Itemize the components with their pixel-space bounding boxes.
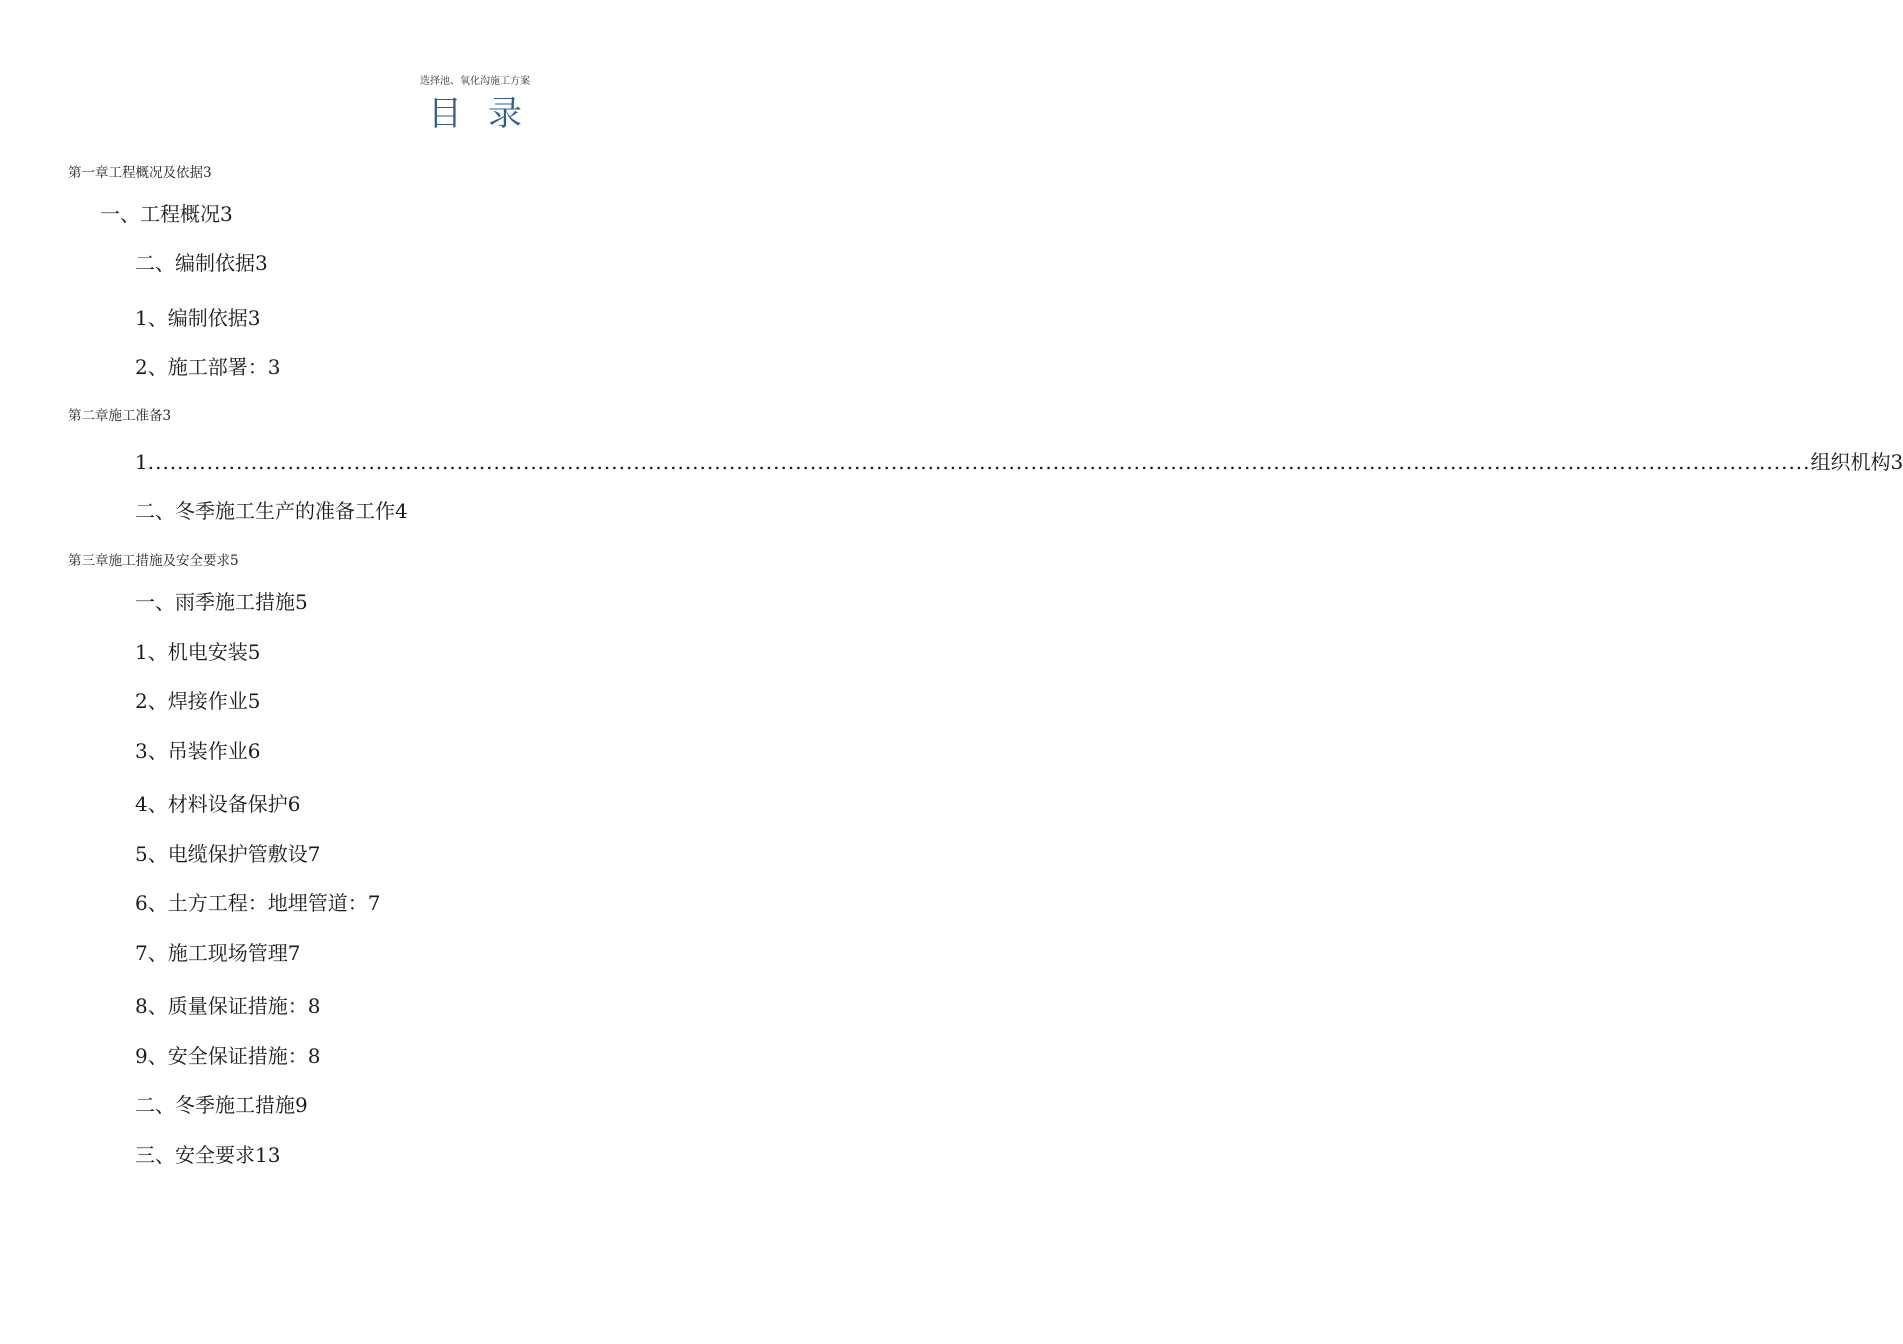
toc-title: 目录 — [428, 94, 548, 134]
toc-entry[interactable]: 2、焊接作业5 — [135, 689, 261, 713]
toc-entry[interactable]: 一、雨季施工措施5 — [135, 590, 308, 614]
toc-entry[interactable]: 1、机电安装5 — [135, 640, 261, 664]
toc-entry[interactable]: 2、施工部署：3 — [135, 355, 281, 379]
toc-entry[interactable]: 5、电缆保护管敷设7 — [135, 842, 321, 866]
toc-entry[interactable]: 8、质量保证措施：8 — [135, 994, 321, 1018]
toc-entry[interactable]: 一、工程概况3 — [100, 202, 233, 226]
toc-entry[interactable]: 4、材料设备保护6 — [135, 792, 301, 816]
running-header: 选择池、氧化沟施工方案 — [420, 76, 530, 87]
toc-entry-label: 组织机构 — [1810, 450, 1891, 474]
toc-entry-page: 3 — [1890, 450, 1903, 474]
toc-entry-number: 1 — [135, 450, 148, 474]
toc-entry[interactable]: 1、编制依据3 — [135, 306, 261, 330]
toc-entry[interactable]: 9、安全保证措施：8 — [135, 1044, 321, 1068]
toc-chapter-3[interactable]: 第三章施工措施及安全要求5 — [68, 553, 239, 569]
toc-chapter-2[interactable]: 第二章施工准备3 — [68, 408, 172, 424]
toc-entry[interactable]: 二、冬季施工生产的准备工作4 — [135, 499, 408, 523]
toc-entry[interactable]: 二、编制依据3 — [135, 251, 268, 275]
toc-entry[interactable]: 三、安全要求13 — [135, 1143, 281, 1167]
toc-chapter-1[interactable]: 第一章工程概况及依据3 — [68, 165, 212, 181]
toc-entry[interactable]: 6、土方工程：地埋管道：7 — [135, 891, 381, 915]
toc-entry[interactable]: 7、施工现场管理7 — [135, 941, 301, 965]
toc-entry-dotted[interactable] — [135, 446, 1903, 475]
toc-entry[interactable]: 二、冬季施工措施9 — [135, 1093, 308, 1117]
dot-leader: .................................................................................................................................................................................................................................. — [147, 450, 1811, 474]
toc-entry[interactable]: 3、吊装作业6 — [135, 739, 261, 763]
